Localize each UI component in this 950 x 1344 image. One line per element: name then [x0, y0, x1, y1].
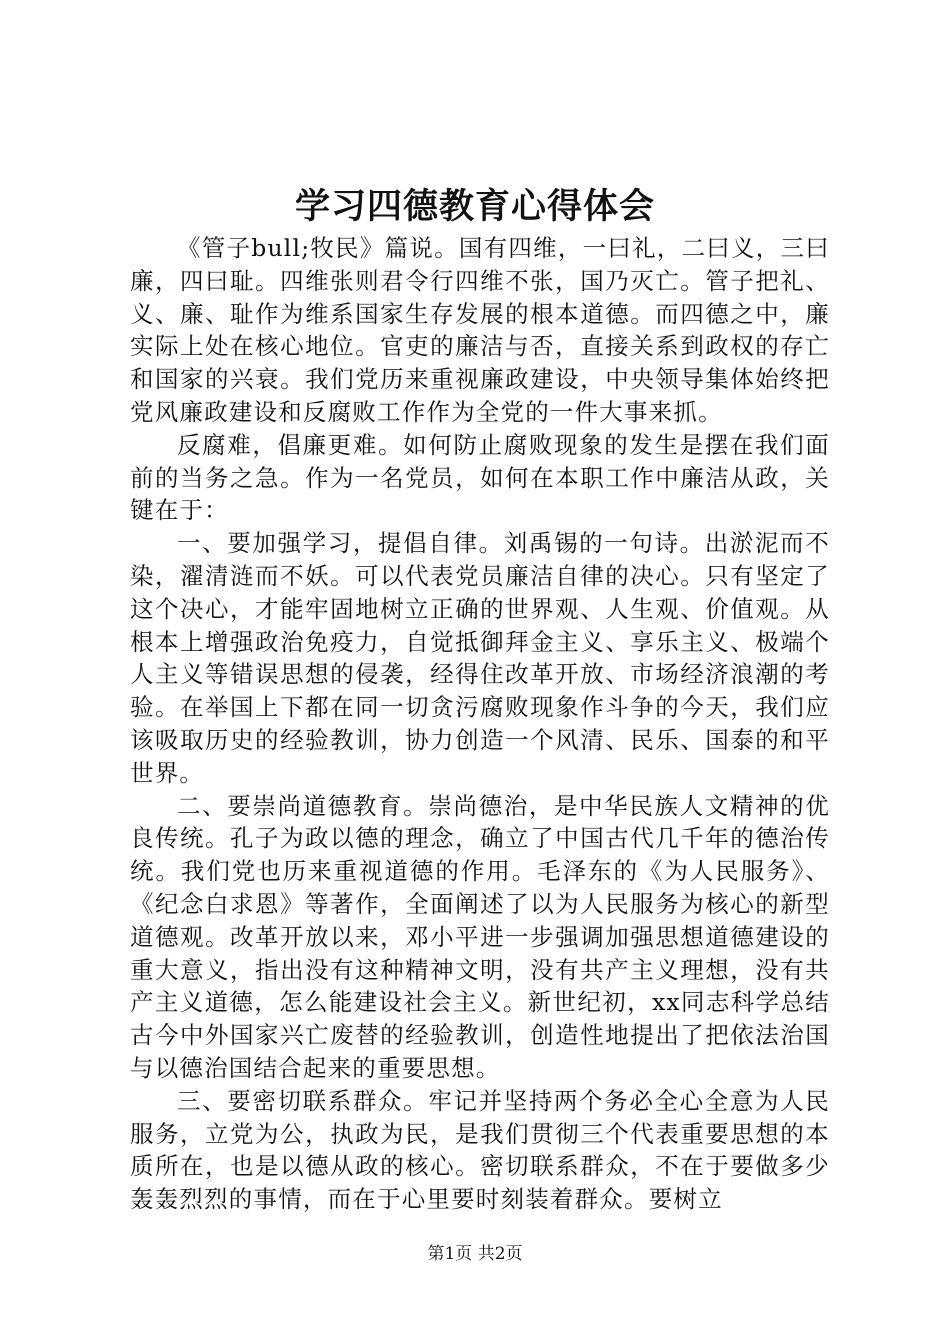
paragraph-point-one: 一、要加强学习，提倡自律。刘禹锡的一句诗。出淤泥而不染，濯清涟而不妖。可以代表党员廉洁自律的决心。只有坚定了这个决心，才能牢固地树立正确的世界观、人生观、价值观。从根本上增强政治免疫力，自觉抵御拜金主义、享乐主义、极端个人主义等错误思想的侵袭，经得住改革开放、市场经济浪潮的考验。在举国上下都在同一切贪污腐败现象作斗争的今天，我们应该吸取历史的经验教训，协力创造一个风清、民乐、国泰的和平世界。	[130, 529, 830, 787]
document-body	[130, 232, 830, 1216]
paragraph-point-two: 二、要崇尚道德教育。崇尚德治，是中华民族人文精神的优良传统。孔子为政以德的理念，确立了中国古代几千年的德治传统。我们党也历来重视道德的作用。毛泽东的《为人民服务》、《纪念白求恩》等著作，全面阐述了以为人民服务为核心的新型道德观。改革开放以来，邓小平进一步强调加强思想道德建设的重大意义，指出没有这种精神文明，没有共产主义理想，没有共产主义道德，怎么能建设社会主义。新世纪初，xx同志科学总结古今中外国家兴亡废替的经验教训，创造性地提出了把依法治国与以德治国结合起来的重要思想。	[130, 791, 830, 1082]
paragraph-anti-corruption: 反腐难，倡廉更难。如何防止腐败现象的发生是摆在我们面前的当务之急。作为一名党员，如何在本职工作中廉洁从政，关键在于：	[130, 430, 830, 525]
document-title: 学习四德教育心得体会	[294, 186, 655, 227]
paragraph-point-three: 三、要密切联系群众。牢记并坚持两个务必全心全意为人民服务，立党为公，执政为民，是我们贯彻三个代表重要思想的本质所在，也是以德从政的核心。密切联系群众，不在于要做多少轰轰烈烈的事情，而在于心里要时刻装着群众。要树立	[130, 1086, 830, 1214]
paragraph-intro: 《管子bull;牧民》篇说。国有四维，一曰礼，二曰义，三曰廉，四曰耻。四维张则君令行四维不张，国乃灭亡。管子把礼、义、廉、耻作为维系国家生存发展的根本道德。而四德之中，廉实际上处在核心地位。官吏的廉洁与否，直接关系到政权的存亡和国家的兴衰。我们党历来重视廉政建设，中央领导集体始终把党风廉政建设和反腐败工作作为全党的一件大事来抓。	[130, 234, 830, 426]
page-footer: 第1页 共2页	[427, 1244, 523, 1264]
